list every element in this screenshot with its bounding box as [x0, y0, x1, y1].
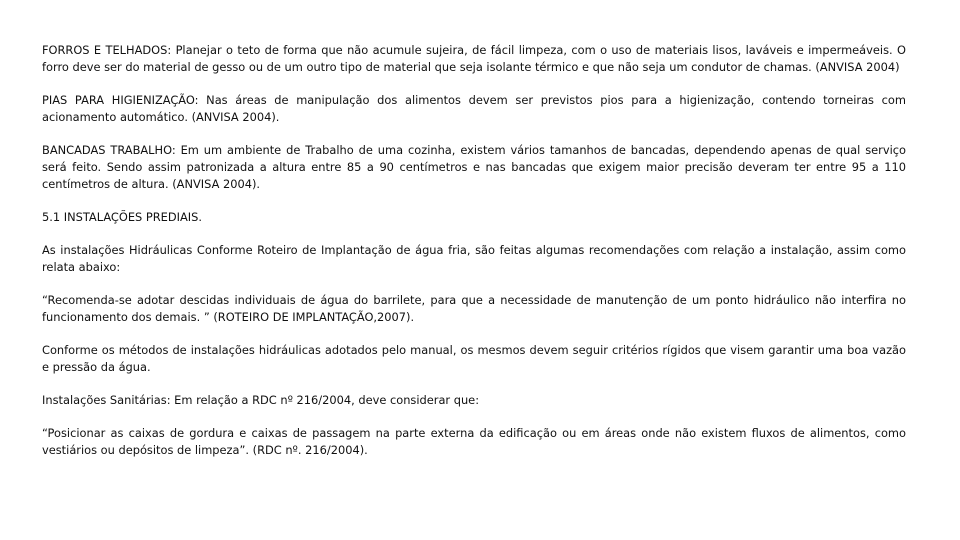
paragraph-bancadas-trabalho: BANCADAS TRABALHO: Em um ambiente de Trabalho de uma cozinha, existem vários tamanhos de bancadas, dependendo apenas de qual serviço será feito. Sendo assim patronizada a altura entre 85 a 90 centímetros e nas bancadas que exigem maior precisão deveram ter entre 95 a 110 centímetros de altura. (ANVISA 2004).: [42, 143, 906, 191]
paragraph-pias-higienizacao: PIAS PARA HIGIENIZAÇÃO: Nas áreas de manipulação dos alimentos devem ser previstos pios para a higienização, contendo torneiras com acionamento automático. (ANVISA 2004).: [42, 93, 906, 124]
quote-rdc-216: “Posicionar as caixas de gordura e caixas de passagem na parte externa da edificação ou em áreas onde não existem fluxos de alimentos, como vestiários ou depósitos de limpeza”. (RDC nº. 216/2004).: [42, 426, 906, 457]
paragraph-metodos-instalacoes: Conforme os métodos de instalações hidráulicas adotados pelo manual, os mesmos devem seguir critérios rígidos que visem garantir uma boa vazão e pressão da água.: [42, 343, 906, 374]
quote-roteiro-implantacao: “Recomenda-se adotar descidas individuais de água do barrilete, para que a necessidade de manutenção de um ponto hidráulico não interfira no funcionamento dos demais. ” (ROTEIRO DE IMPLANTAÇÃO,2007).: [42, 293, 906, 324]
paragraph-forros-telhados: FORROS E TELHADOS: Planejar o teto de forma que não acumule sujeira, de fácil limpeza, com o uso de materiais lisos, laváveis e impermeáveis. O forro deve ser do material de gesso ou de um outro tipo de material que seja isolante térmico e que não seja um condutor de chamas. (ANVISA 2004): [42, 43, 906, 74]
paragraph-instalacoes-sanitarias: Instalações Sanitárias: Em relação a RDC nº 216/2004, deve considerar que:: [42, 393, 480, 407]
section-heading-instalacoes-prediais: 5.1 INSTALAÇÕES PREDIAIS.: [42, 210, 202, 224]
document-page: [42, 42, 906, 459]
paragraph-instalacoes-hidraulicas: As instalações Hidráulicas Conforme Roteiro de Implantação de água fria, são feitas algumas recomendações com relação a instalação, assim como relata abaixo:: [42, 243, 906, 274]
